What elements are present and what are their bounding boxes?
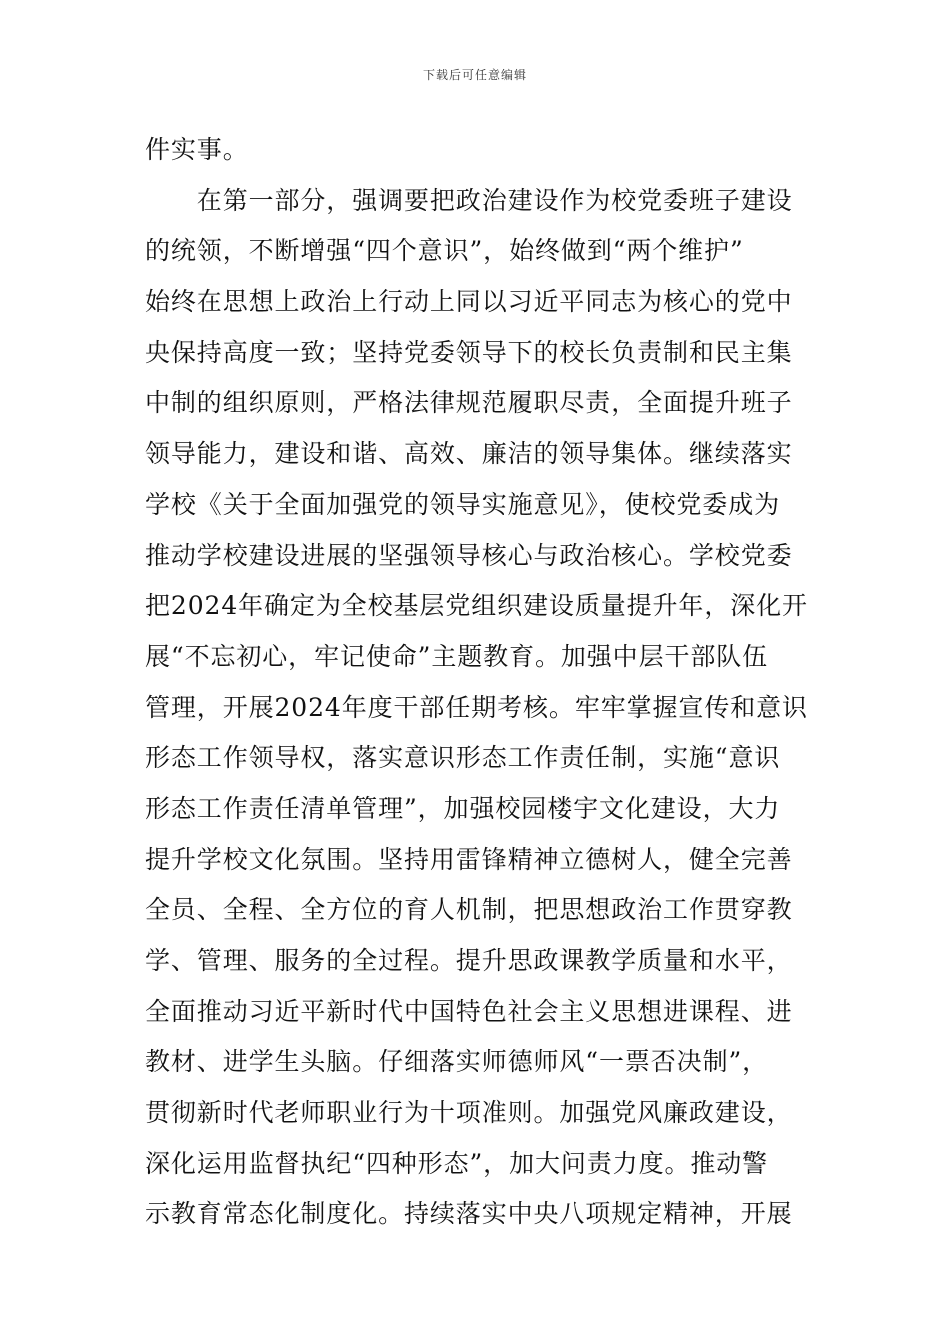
text-line: 把2024年确定为全校基层党组织建设质量提升年，深化开 xyxy=(145,591,808,621)
body-text xyxy=(145,125,810,1240)
text-line: 深化运用监督执纪“四种形态”，加大问责力度。推动警 xyxy=(145,1148,769,1178)
text-line: 贯彻新时代老师职业行为十项准则。加强党风廉政建设， xyxy=(145,1098,793,1128)
text-line: 展“不忘初心，牢记使命”主题教育。加强中层干部队伍 xyxy=(145,641,769,671)
text-line: 始终在思想上政治上行动上同以习近平同志为核心的党中 xyxy=(145,287,793,317)
text-line: 示教育常态化制度化。持续落实中央八项规定精神，开展 xyxy=(145,1199,793,1229)
text-line: 学、管理、服务的全过程。提升思政课教学质量和水平， xyxy=(145,946,793,975)
text-line: 件实事。 xyxy=(145,135,249,164)
text-line: 的统领，不断增强“四个意识”，始终做到“两个维护” xyxy=(145,236,744,266)
text-line: 在第一部分，强调要把政治建设作为校党委班子建设 xyxy=(145,185,793,215)
text-line: 教材、进学生头脑。仔细落实师德师风“一票否决制”， xyxy=(145,1047,769,1077)
text-line: 央保持高度一致；坚持党委领导下的校长负责制和民主集 xyxy=(145,337,793,367)
text-line: 提升学校文化氛围。坚持用雷锋精神立德树人，健全完善 xyxy=(145,844,793,874)
text-line: 中制的组织原则，严格法律规范履职尽责，全面提升班子 xyxy=(145,388,793,418)
text-line: 全员、全程、全方位的育人机制，把思想政治工作贯穿教 xyxy=(145,895,793,925)
text-line: 学校《关于全面加强党的领导实施意见》，使校党委成为 xyxy=(145,489,781,519)
text-line: 推动学校建设进展的坚强领导核心与政治核心。学校党委 xyxy=(145,540,793,570)
text-line: 形态工作责任清单管理”，加强校园楼宇文化建设，大力 xyxy=(145,793,781,823)
text-line: 全面推动习近平新时代中国特色社会主义思想进课程、进 xyxy=(145,996,793,1026)
text-line: 形态工作领导权，落实意识形态工作责任制，实施“意识 xyxy=(145,743,781,773)
text-line: 管理，开展2024年度干部任期考核。牢牢掌握宣传和意识 xyxy=(145,692,808,722)
header-note: 下载后可任意编辑 xyxy=(422,68,527,82)
text-line: 领导能力，建设和谐、高效、廉洁的领导集体。继续落实 xyxy=(145,439,793,469)
